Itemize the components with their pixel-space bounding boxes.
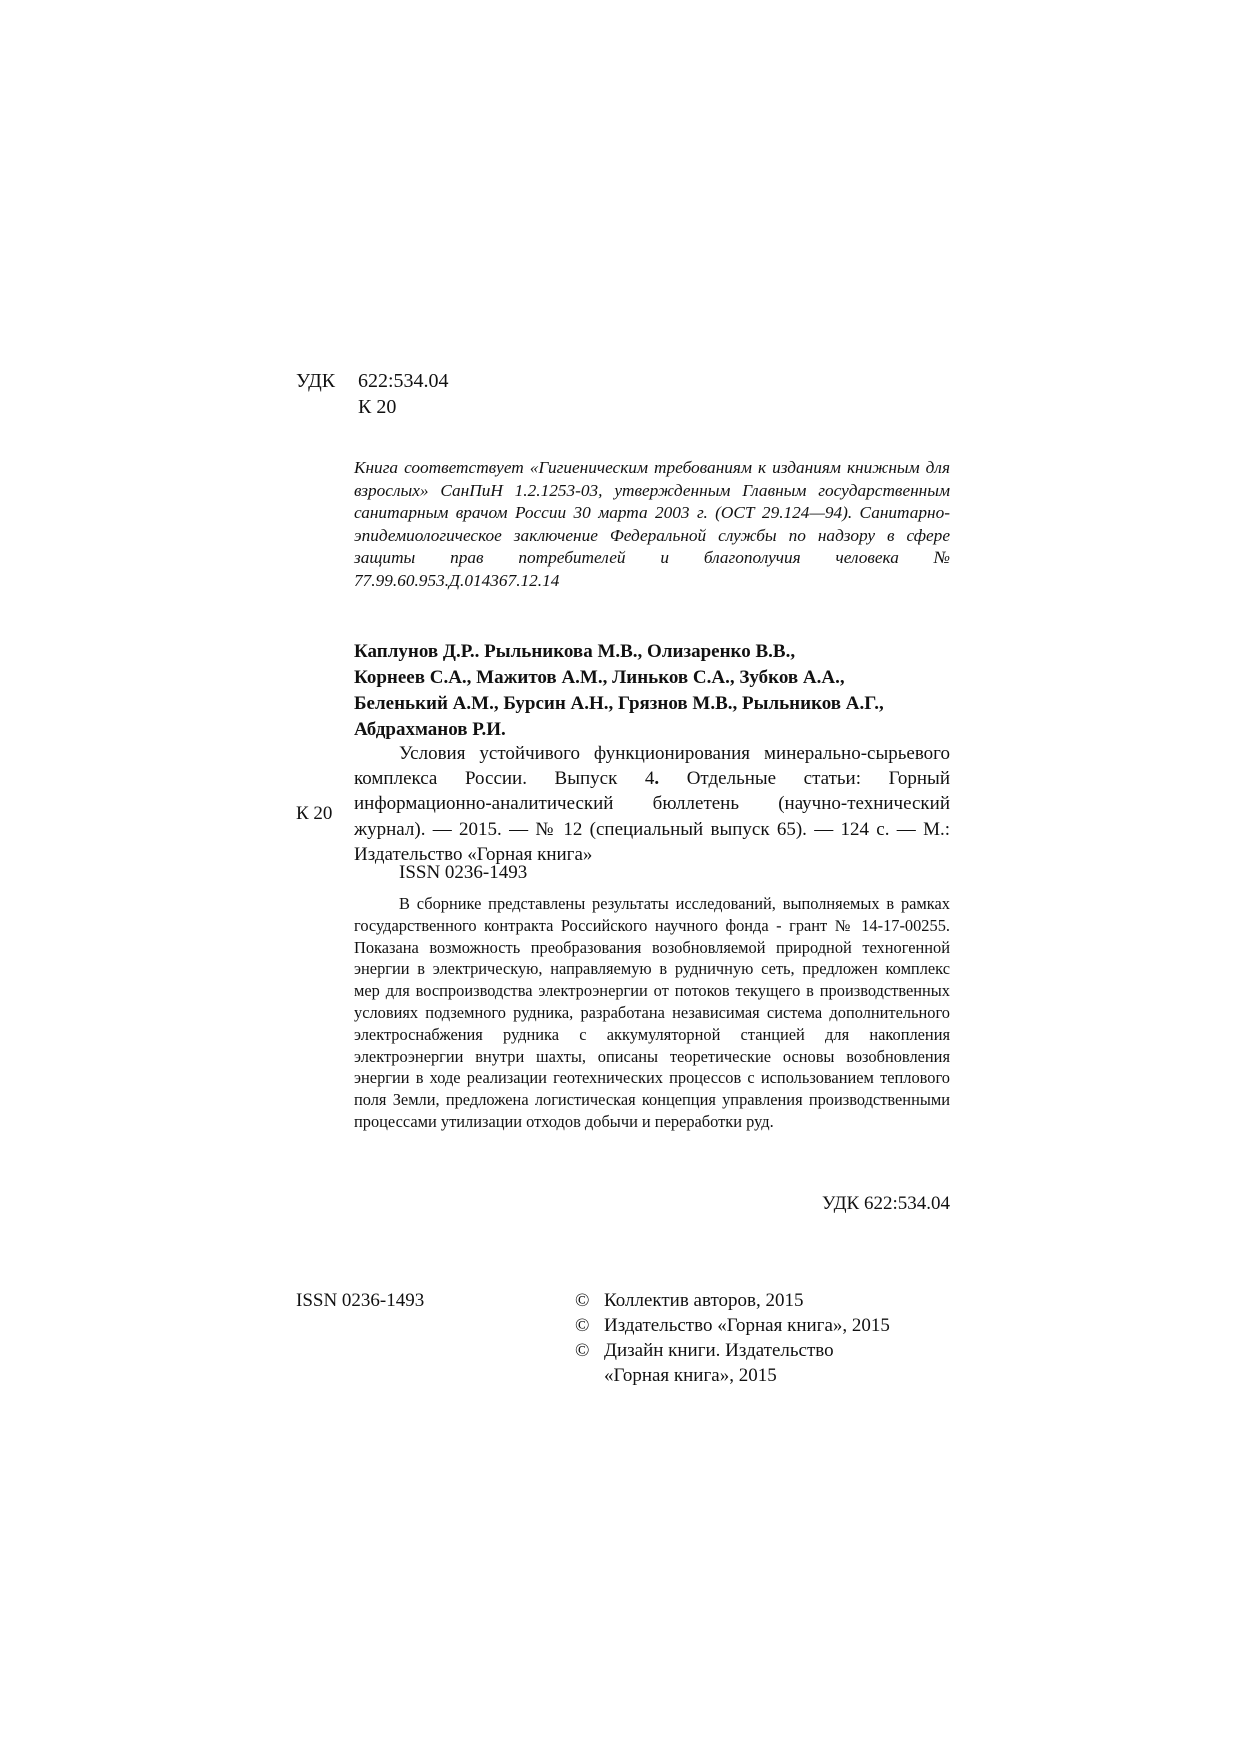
issn-bottom: ISSN 0236-1493	[296, 1290, 425, 1311]
abstract: В сборнике представлены результаты исследований, выполняемых в рамках государственного контракта Российского научного фонда - грант № 14-17-00255. Показана возможность преобразования возобновляемой природной техногенной энергии в электрическую, направляемую в рудничную сеть, предложен комплекс мер для воспроизводства электроэнергии от потоков текущего в производственных условиях подземного рудника, разработана независимая система дополнительного электроснабжения рудника с аккумуляторной станцией для накопления электроэнергии внутри шахты, описаны теоретические основы возобновления энергии в ходе реализации геотехнических процессов с использованием теплового поля Земли, предложена логистическая концепция управления производственными процессами утилизации отходов добычи и переработки руд.	[354, 894, 950, 1131]
copyright-icon: ©	[575, 1340, 590, 1361]
authors-line: Абдрахманов Р.И.	[354, 719, 506, 740]
authors-line: Корнеев С.А., Мажитов А.М., Линьков С.А., Зубков А.А.,	[354, 667, 845, 688]
copyright-continuation: «Горная книга», 2015	[604, 1365, 777, 1386]
description-title: Условия устойчивого функционирования минерально-сырьевого комплекса России. Выпуск 4	[354, 743, 950, 790]
copyright-line	[575, 1313, 890, 1338]
issn-mid: ISSN 0236-1493	[399, 862, 528, 883]
udk-label: УДК	[296, 370, 336, 392]
udk-code: 622:534.04	[358, 370, 449, 392]
copyright-text: Издательство «Горная книга», 2015	[604, 1315, 890, 1336]
authors-list	[354, 639, 954, 743]
authors-line: Каплунов Д.Р.. Рыльникова М.В., Олизаренко В.В.,	[354, 641, 796, 662]
authors-line: Беленький А.М., Бурсин А.Н., Грязнов М.В., Рыльников А.Г.,	[354, 693, 884, 714]
copyright-line	[575, 1338, 890, 1363]
copyright-line	[575, 1288, 890, 1313]
copyright-block	[575, 1288, 890, 1388]
description-details: Отдельные статьи: Горный информационно-аналитический бюллетень (научно-технический журнал). — 2015. — № 12 (специальный выпуск 65). — 124 с. — М.: Издательство «Горная книга»	[354, 768, 950, 865]
side-author-mark: К 20	[296, 803, 333, 824]
description-bold-dot: .	[654, 768, 660, 790]
udk-line	[296, 368, 449, 394]
author-mark: К 20	[358, 396, 397, 418]
copyright-icon: ©	[575, 1315, 590, 1336]
copyright-text: Дизайн книги. Издательство	[604, 1340, 834, 1361]
udk-bottom: УДК 622:534.04	[822, 1193, 950, 1214]
bibliographic-description	[354, 741, 950, 867]
hygiene-notice: Книга соответствует «Гигиеническим требованиям к изданиям книжным для взрослых» СанПиН 1.2.1253-03, утвержденным Главным государственным санитарным врачом России 30 марта 2003 г. (ОСТ 29.124—94). Санитарно-эпидемиологическое заключение Федеральной службы по надзору в сфере защиты прав потребителей и благополучия человека № 77.99.60.953.Д.014367.12.14	[354, 458, 950, 590]
udk-block	[296, 368, 449, 420]
copyright-icon: ©	[575, 1290, 590, 1311]
copyright-text: Коллектив авторов, 2015	[604, 1290, 804, 1311]
